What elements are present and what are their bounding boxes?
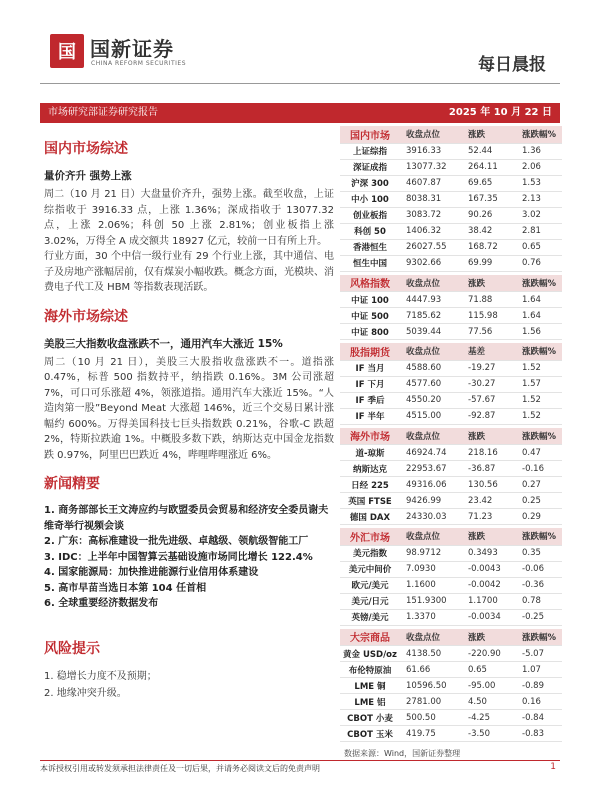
report-date: 2025 年 10 月 22 日 bbox=[448, 107, 552, 118]
table-cell: 0.25 bbox=[514, 493, 562, 509]
table-cell: 46924.74 bbox=[400, 445, 464, 461]
table-row bbox=[340, 493, 562, 509]
table-cell: -0.0043 bbox=[464, 561, 514, 577]
table-cell: 道-琼斯 bbox=[340, 445, 400, 461]
table-row bbox=[340, 324, 562, 340]
table-row bbox=[340, 376, 562, 392]
table-cell: 0.27 bbox=[514, 477, 562, 493]
table-row bbox=[340, 255, 562, 271]
report-label: 市场研究部证券研究报告 bbox=[48, 107, 158, 118]
table-header-cell: 收盘点位 bbox=[400, 343, 464, 360]
table-cell: 168.72 bbox=[464, 239, 514, 255]
table-cell: 69.99 bbox=[464, 255, 514, 271]
table-header-cell: 海外市场 bbox=[340, 428, 400, 445]
table-cell: 1.1600 bbox=[400, 577, 464, 593]
table-cell: 500.50 bbox=[400, 710, 464, 726]
table-cell: 1406.32 bbox=[400, 223, 464, 239]
table-cell: -92.87 bbox=[464, 408, 514, 424]
table-row bbox=[340, 392, 562, 408]
table-cell: 1.52 bbox=[514, 360, 562, 376]
table-cell: 8038.31 bbox=[400, 191, 464, 207]
table-row bbox=[340, 461, 562, 477]
market-table bbox=[340, 126, 562, 272]
table-cell: 77.56 bbox=[464, 324, 514, 340]
table-row bbox=[340, 509, 562, 525]
table-row bbox=[340, 143, 562, 159]
risk-item: 2. 地缘冲突升级。 bbox=[44, 687, 127, 699]
table-cell: 23.42 bbox=[464, 493, 514, 509]
table-header-cell: 收盘点位 bbox=[400, 126, 464, 143]
table-row bbox=[340, 207, 562, 223]
table-cell: 1.07 bbox=[514, 662, 562, 678]
table-row bbox=[340, 191, 562, 207]
table-cell: -0.84 bbox=[514, 710, 562, 726]
table-row bbox=[340, 646, 562, 662]
table-cell: 218.16 bbox=[464, 445, 514, 461]
table-cell: 纳斯达克 bbox=[340, 461, 400, 477]
table-cell: 香港恒生 bbox=[340, 239, 400, 255]
table-cell: 7185.62 bbox=[400, 308, 464, 324]
table-cell: 4447.93 bbox=[400, 292, 464, 308]
table-cell: IF 当月 bbox=[340, 360, 400, 376]
table-cell: 90.26 bbox=[464, 207, 514, 223]
table-cell: 1.36 bbox=[514, 143, 562, 159]
table-row bbox=[340, 408, 562, 424]
footer-divider bbox=[40, 760, 560, 761]
table-header-cell: 涨跌幅% bbox=[514, 275, 562, 292]
news-item: 2. 广东：高标准建设一批先进级、卓越级、领航级智能工厂 bbox=[44, 536, 309, 547]
table-cell: -0.89 bbox=[514, 678, 562, 694]
table-cell: -57.67 bbox=[464, 392, 514, 408]
table-cell: 1.64 bbox=[514, 292, 562, 308]
report-banner bbox=[40, 103, 560, 123]
table-cell: 3083.72 bbox=[400, 207, 464, 223]
overseas-title: 海外市场综述 bbox=[44, 308, 128, 325]
table-header-cell: 涨跌 bbox=[464, 528, 514, 545]
table-cell: 0.76 bbox=[514, 255, 562, 271]
table-cell: -95.00 bbox=[464, 678, 514, 694]
company-logo: 国 bbox=[50, 34, 84, 68]
table-header-cell: 收盘点位 bbox=[400, 428, 464, 445]
table-cell: -0.0042 bbox=[464, 577, 514, 593]
news-item: 5. 高市早苗当选日本第 104 任首相 bbox=[44, 582, 207, 594]
table-row bbox=[340, 710, 562, 726]
table-cell: IF 半年 bbox=[340, 408, 400, 424]
table-row bbox=[340, 577, 562, 593]
table-header-cell: 收盘点位 bbox=[400, 275, 464, 292]
table-header-cell: 涨跌幅% bbox=[514, 343, 562, 360]
market-data-column bbox=[340, 126, 562, 759]
table-cell: 9426.99 bbox=[400, 493, 464, 509]
table-cell: -30.27 bbox=[464, 376, 514, 392]
table-cell: 英国 FTSE bbox=[340, 493, 400, 509]
table-cell: CBOT 小麦 bbox=[340, 710, 400, 726]
table-cell: 1.57 bbox=[514, 376, 562, 392]
table-cell: 美元指数 bbox=[340, 545, 400, 561]
table-cell: 4588.60 bbox=[400, 360, 464, 376]
table-header-row bbox=[340, 275, 562, 292]
table-header-cell: 大宗商品 bbox=[340, 629, 400, 646]
table-header-cell: 涨跌 bbox=[464, 629, 514, 646]
table-cell: 中证 800 bbox=[340, 324, 400, 340]
table-cell: 22953.67 bbox=[400, 461, 464, 477]
market-table bbox=[340, 629, 562, 743]
brand-subtitle: CHINA REFORM SECURITIES bbox=[91, 60, 187, 67]
table-cell: 3.02 bbox=[514, 207, 562, 223]
table-row bbox=[340, 445, 562, 461]
table-row bbox=[340, 159, 562, 175]
table-row bbox=[340, 477, 562, 493]
table-cell: 419.75 bbox=[400, 726, 464, 742]
table-cell: 4515.00 bbox=[400, 408, 464, 424]
table-cell: 5039.44 bbox=[400, 324, 464, 340]
table-cell: -19.27 bbox=[464, 360, 514, 376]
table-cell: 7.0930 bbox=[400, 561, 464, 577]
table-cell: IF 下月 bbox=[340, 376, 400, 392]
table-cell: 0.35 bbox=[514, 545, 562, 561]
table-cell: -5.07 bbox=[514, 646, 562, 662]
brand-name: 国新证券 bbox=[90, 37, 174, 61]
news-title: 新闻精要 bbox=[44, 476, 100, 492]
table-header-row bbox=[340, 528, 562, 545]
data-source: 数据来源：Wind，国新证券整理 bbox=[344, 749, 461, 758]
market-table bbox=[340, 428, 562, 526]
news-item: 1. 商务部部长王文涛应约与欧盟委员会贸易和经济安全委员谢夫维奇举行视频会谈 bbox=[44, 505, 329, 532]
news-item: 3. IDC：上半年中国智算云基础设施市场同比增长 122.4% bbox=[44, 551, 313, 563]
table-cell: IF 季后 bbox=[340, 392, 400, 408]
table-cell: 中证 500 bbox=[340, 308, 400, 324]
table-cell: 0.3493 bbox=[464, 545, 514, 561]
table-cell: 恒生中国 bbox=[340, 255, 400, 271]
table-cell: 1.52 bbox=[514, 408, 562, 424]
table-header-row bbox=[340, 428, 562, 445]
table-gap bbox=[340, 742, 562, 745]
table-header-cell: 涨跌幅% bbox=[514, 629, 562, 646]
table-row bbox=[340, 175, 562, 191]
table-header-cell: 收盘点位 bbox=[400, 528, 464, 545]
table-row bbox=[340, 292, 562, 308]
table-cell: 德国 DAX bbox=[340, 509, 400, 525]
domestic-paragraph-1: 周二（10 月 21 日）大盘量价齐升，强势上涨。截至收盘，上证综指收于 3916.33 点，上涨 1.36%；深成指收于 13077.32 点，上涨 2.06%；科创 50 上涨 2.81%；创业板指上涨 3.02%，万得全 A 成交额共 18927 亿元，较前一日有所上升。 bbox=[44, 189, 334, 247]
table-cell: 0.65 bbox=[464, 662, 514, 678]
table-cell: 日经 225 bbox=[340, 477, 400, 493]
table-row bbox=[340, 593, 562, 609]
table-row bbox=[340, 223, 562, 239]
table-cell: 9302.66 bbox=[400, 255, 464, 271]
table-header-cell: 涨跌 bbox=[464, 428, 514, 445]
table-row bbox=[340, 662, 562, 678]
table-header-cell: 涨跌幅% bbox=[514, 528, 562, 545]
table-cell: 49316.06 bbox=[400, 477, 464, 493]
table-cell: 黄金 USD/oz bbox=[340, 646, 400, 662]
table-cell: LME 铝 bbox=[340, 694, 400, 710]
table-cell: 4577.60 bbox=[400, 376, 464, 392]
table-cell: 沪深 300 bbox=[340, 175, 400, 191]
table-cell: -4.25 bbox=[464, 710, 514, 726]
table-cell: 1.64 bbox=[514, 308, 562, 324]
table-cell: 美元/日元 bbox=[340, 593, 400, 609]
table-cell: 深证成指 bbox=[340, 159, 400, 175]
table-row bbox=[340, 678, 562, 694]
table-cell: -0.06 bbox=[514, 561, 562, 577]
table-header-cell: 涨跌 bbox=[464, 275, 514, 292]
market-tables bbox=[340, 126, 562, 745]
table-row bbox=[340, 360, 562, 376]
table-cell: 2.13 bbox=[514, 191, 562, 207]
page-number: 1 bbox=[550, 762, 556, 772]
table-cell: -220.90 bbox=[464, 646, 514, 662]
table-row bbox=[340, 561, 562, 577]
table-cell: 26027.55 bbox=[400, 239, 464, 255]
table-row bbox=[340, 239, 562, 255]
table-header-row bbox=[340, 629, 562, 646]
table-cell: 创业板指 bbox=[340, 207, 400, 223]
domestic-subtitle: 量价齐升 强势上涨 bbox=[44, 170, 132, 182]
table-cell: 13077.32 bbox=[400, 159, 464, 175]
table-cell: 布伦特原油 bbox=[340, 662, 400, 678]
table-cell: 科创 50 bbox=[340, 223, 400, 239]
header-divider bbox=[40, 83, 560, 84]
table-cell: -36.87 bbox=[464, 461, 514, 477]
market-table bbox=[340, 528, 562, 626]
table-cell: 欧元/美元 bbox=[340, 577, 400, 593]
table-row bbox=[340, 545, 562, 561]
table-cell: 2781.00 bbox=[400, 694, 464, 710]
risk-item: 1. 稳增长力度不及预期； bbox=[44, 670, 157, 682]
news-list bbox=[44, 503, 334, 612]
table-header-cell: 风格指数 bbox=[340, 275, 400, 292]
document-type: 每日晨报 bbox=[478, 55, 546, 75]
table-cell: 167.35 bbox=[464, 191, 514, 207]
table-cell: 4550.20 bbox=[400, 392, 464, 408]
table-cell: 61.66 bbox=[400, 662, 464, 678]
table-cell: 中证 100 bbox=[340, 292, 400, 308]
table-cell: 0.29 bbox=[514, 509, 562, 525]
table-cell: 98.9712 bbox=[400, 545, 464, 561]
table-header-cell: 外汇市场 bbox=[340, 528, 400, 545]
table-cell: 71.88 bbox=[464, 292, 514, 308]
table-header-cell: 涨跌幅% bbox=[514, 428, 562, 445]
table-header-cell: 国内市场 bbox=[340, 126, 400, 143]
table-cell: 上证综指 bbox=[340, 143, 400, 159]
market-table bbox=[340, 275, 562, 341]
table-header-row bbox=[340, 126, 562, 143]
domestic-paragraph-2: 行业方面，30 个中信一级行业有 29 个行业上涨，其中通信、电子及房地产涨幅居前，仅有煤炭小幅收跌。概念方面，光模块、消费电子代工及 HBM 等指数表现活跃。 bbox=[44, 251, 334, 293]
table-cell: 1.3370 bbox=[400, 609, 464, 625]
table-cell: 0.47 bbox=[514, 445, 562, 461]
table-header-cell: 基差 bbox=[464, 343, 514, 360]
table-cell: 24330.03 bbox=[400, 509, 464, 525]
table-cell: LME 铜 bbox=[340, 678, 400, 694]
table-cell: -3.50 bbox=[464, 726, 514, 742]
table-cell: 264.11 bbox=[464, 159, 514, 175]
table-cell: 38.42 bbox=[464, 223, 514, 239]
table-header-cell: 涨跌幅% bbox=[514, 126, 562, 143]
table-cell: 130.56 bbox=[464, 477, 514, 493]
footer-disclaimer: 本诉授权引用或转发须承担法律责任及一切后果，并请务必阅读文后的免责声明 bbox=[40, 764, 320, 773]
table-cell: 115.98 bbox=[464, 308, 514, 324]
table-cell: 1.52 bbox=[514, 392, 562, 408]
market-table bbox=[340, 343, 562, 425]
table-cell: -0.0034 bbox=[464, 609, 514, 625]
table-header-cell: 股指期货 bbox=[340, 343, 400, 360]
table-cell: -0.25 bbox=[514, 609, 562, 625]
table-cell: 69.65 bbox=[464, 175, 514, 191]
table-cell: 1.53 bbox=[514, 175, 562, 191]
table-cell: 71.23 bbox=[464, 509, 514, 525]
table-cell: 4607.87 bbox=[400, 175, 464, 191]
table-cell: 0.65 bbox=[514, 239, 562, 255]
table-cell: 1.56 bbox=[514, 324, 562, 340]
table-row bbox=[340, 308, 562, 324]
news-item: 6. 全球重要经济数据发布 bbox=[44, 598, 159, 609]
table-cell: 151.9300 bbox=[400, 593, 464, 609]
table-cell: 4138.50 bbox=[400, 646, 464, 662]
table-header-cell: 涨跌 bbox=[464, 126, 514, 143]
risk-title: 风险提示 bbox=[44, 640, 100, 657]
report-header bbox=[0, 0, 600, 90]
overseas-paragraph: 周二（10 月 21 日），美股三大股指收盘涨跌不一。道指涨 0.47%，标普 500 指数持平，纳指跌 0.16%。3M 公司涨超 7%，可口可乐涨超 4%，领涨道指。通用汽车大涨近 15%。“人造肉第一股”Beyond Meat 大涨超 146%，近三个交易日累计涨幅约 600%。万得美国科技七巨头指数跌 0.21%，谷歌-C 跌超 2%，特斯拉跌逾 1%。中概股多数下跌，纳斯达克中国金龙指数跌 0.97%，阿里巴巴跌近 4%，哔哩哔哩涨近 6%。 bbox=[44, 356, 334, 461]
table-cell: 0.78 bbox=[514, 593, 562, 609]
table-cell: 10596.50 bbox=[400, 678, 464, 694]
table-row bbox=[340, 726, 562, 742]
domestic-title: 国内市场综述 bbox=[44, 141, 128, 157]
table-cell: 中小 100 bbox=[340, 191, 400, 207]
table-cell: -0.36 bbox=[514, 577, 562, 593]
table-cell: 52.44 bbox=[464, 143, 514, 159]
table-row bbox=[340, 609, 562, 625]
table-header-row bbox=[340, 343, 562, 360]
table-cell: -0.16 bbox=[514, 461, 562, 477]
left-column bbox=[44, 132, 334, 702]
table-row bbox=[340, 694, 562, 710]
news-item: 4. 国家能源局：加快推进能源行业信用体系建设 bbox=[44, 567, 259, 578]
table-cell: 美元中间价 bbox=[340, 561, 400, 577]
table-cell: 0.16 bbox=[514, 694, 562, 710]
table-cell: 英镑/美元 bbox=[340, 609, 400, 625]
table-cell: 1.1700 bbox=[464, 593, 514, 609]
table-cell: 4.50 bbox=[464, 694, 514, 710]
overseas-subtitle: 美股三大指数收盘涨跌不一，通用汽车大涨近 15% bbox=[44, 337, 283, 350]
table-cell: 2.81 bbox=[514, 223, 562, 239]
table-cell: CBOT 玉米 bbox=[340, 726, 400, 742]
table-header-cell: 收盘点位 bbox=[400, 629, 464, 646]
table-cell: 3916.33 bbox=[400, 143, 464, 159]
table-cell: -0.83 bbox=[514, 726, 562, 742]
table-cell: 2.06 bbox=[514, 159, 562, 175]
